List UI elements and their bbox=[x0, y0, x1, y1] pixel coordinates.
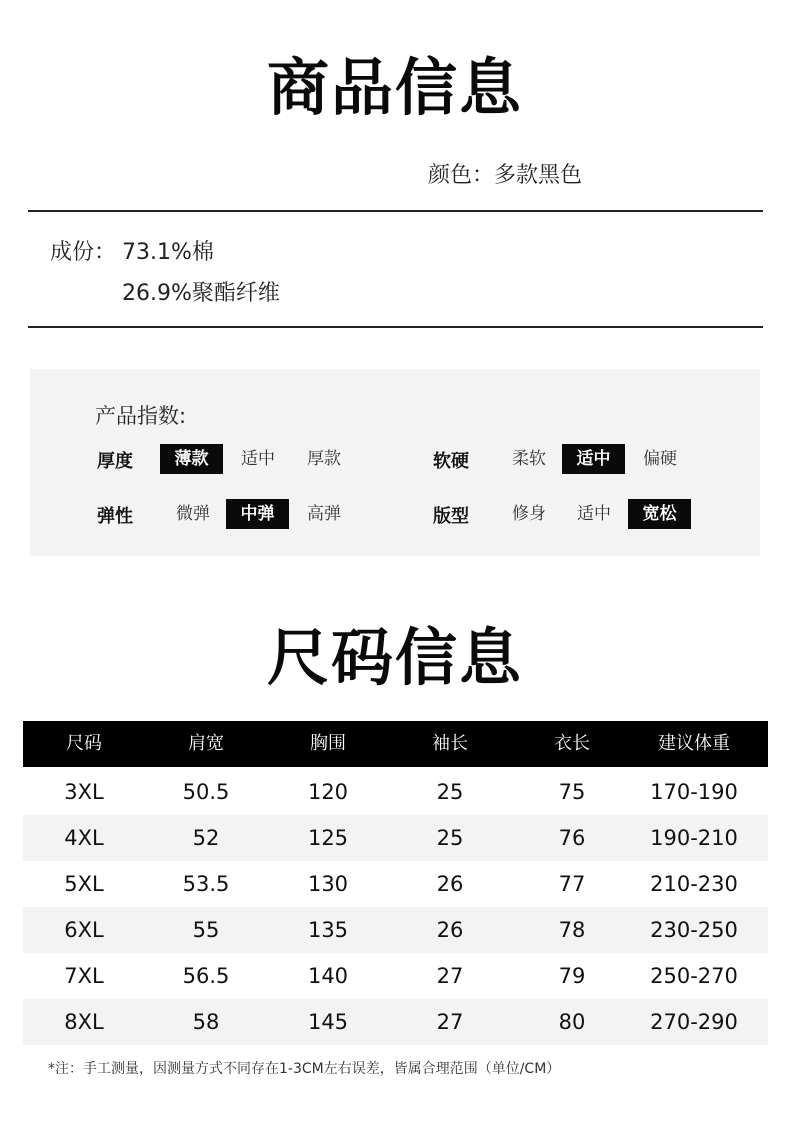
product-info-title: 商品信息 bbox=[266, 51, 523, 124]
table-cell: 52 bbox=[192, 826, 220, 850]
composition-label: 成份： bbox=[50, 240, 117, 265]
index-option: 偏硬 bbox=[643, 449, 677, 469]
color-info bbox=[428, 158, 582, 189]
table-cell: 120 bbox=[307, 780, 349, 804]
index-option: 适中 bbox=[241, 449, 275, 469]
divider bbox=[28, 210, 763, 212]
table-cell: 125 bbox=[307, 826, 349, 850]
table-row bbox=[23, 769, 768, 815]
table-cell: 5XL bbox=[64, 872, 104, 896]
table-cell: 78 bbox=[558, 918, 586, 942]
table-cell: 79 bbox=[558, 964, 586, 988]
index-option: 修身 bbox=[512, 504, 546, 524]
table-cell: 50.5 bbox=[182, 780, 230, 804]
table-row bbox=[23, 907, 768, 953]
table-cell: 77 bbox=[558, 872, 586, 896]
table-cell: 3XL bbox=[64, 780, 104, 804]
table-cell: 58 bbox=[192, 1010, 220, 1034]
index-label-thickness: 厚度 bbox=[97, 451, 133, 472]
table-cell: 25 bbox=[436, 780, 464, 804]
table-row bbox=[23, 999, 768, 1045]
table-cell: 7XL bbox=[64, 964, 104, 988]
table-cell: 135 bbox=[307, 918, 349, 942]
index-option: 宽松 bbox=[628, 499, 691, 529]
table-cell: 26 bbox=[436, 918, 464, 942]
table-cell: 170-190 bbox=[650, 780, 738, 804]
table-cell: 140 bbox=[307, 964, 349, 988]
table-cell: 26 bbox=[436, 872, 464, 896]
table-cell: 56.5 bbox=[182, 964, 230, 988]
table-cell: 190-210 bbox=[650, 826, 738, 850]
table-cell: 250-270 bbox=[650, 964, 738, 988]
index-option: 高弹 bbox=[307, 504, 341, 524]
table-row bbox=[23, 861, 768, 907]
column-header: 袖长 bbox=[432, 733, 468, 754]
color-label: 颜色： bbox=[428, 163, 495, 188]
index-label-fit: 版型 bbox=[433, 506, 469, 527]
index-option: 适中 bbox=[577, 504, 611, 524]
column-header: 尺码 bbox=[66, 733, 102, 754]
table-cell: 27 bbox=[436, 964, 464, 988]
column-header: 衣长 bbox=[554, 733, 590, 754]
table-cell: 53.5 bbox=[182, 872, 230, 896]
index-label-softness: 软硬 bbox=[433, 451, 469, 472]
index-option: 微弹 bbox=[176, 504, 210, 524]
table-cell: 130 bbox=[307, 872, 349, 896]
table-cell: 55 bbox=[192, 918, 220, 942]
index-option: 中弹 bbox=[226, 499, 289, 529]
column-header: 胸围 bbox=[310, 733, 346, 754]
composition-line-2: 26.9%聚酯纤维 bbox=[122, 281, 280, 306]
column-header: 建议体重 bbox=[658, 733, 730, 754]
table-row bbox=[23, 815, 768, 861]
table-cell: 27 bbox=[436, 1010, 464, 1034]
measurement-note: *注：手工测量，因测量方式不同存在1-3CM左右误差，皆属合理范围（单位/CM） bbox=[48, 1061, 561, 1077]
index-label-elasticity: 弹性 bbox=[97, 506, 133, 527]
table-cell: 210-230 bbox=[650, 872, 738, 896]
table-cell: 75 bbox=[558, 780, 586, 804]
table-cell: 8XL bbox=[64, 1010, 104, 1034]
index-option: 薄款 bbox=[160, 444, 223, 474]
table-cell: 4XL bbox=[64, 826, 104, 850]
index-option: 厚款 bbox=[307, 449, 341, 469]
size-table-header bbox=[23, 721, 768, 767]
table-cell: 25 bbox=[436, 826, 464, 850]
table-cell: 6XL bbox=[64, 918, 104, 942]
size-info-title: 尺码信息 bbox=[266, 621, 523, 694]
table-cell: 145 bbox=[307, 1010, 349, 1034]
composition-line-1: 73.1%棉 bbox=[122, 240, 214, 265]
product-index-title: 产品指数: bbox=[95, 404, 187, 428]
table-cell: 80 bbox=[558, 1010, 586, 1034]
table-cell: 76 bbox=[558, 826, 586, 850]
index-option: 柔软 bbox=[512, 449, 546, 469]
column-header: 肩宽 bbox=[188, 733, 224, 754]
table-cell: 270-290 bbox=[650, 1010, 738, 1034]
table-row bbox=[23, 953, 768, 999]
divider bbox=[28, 326, 763, 328]
color-value: 多款黑色 bbox=[494, 163, 583, 188]
index-option: 适中 bbox=[562, 444, 625, 474]
table-cell: 230-250 bbox=[650, 918, 738, 942]
